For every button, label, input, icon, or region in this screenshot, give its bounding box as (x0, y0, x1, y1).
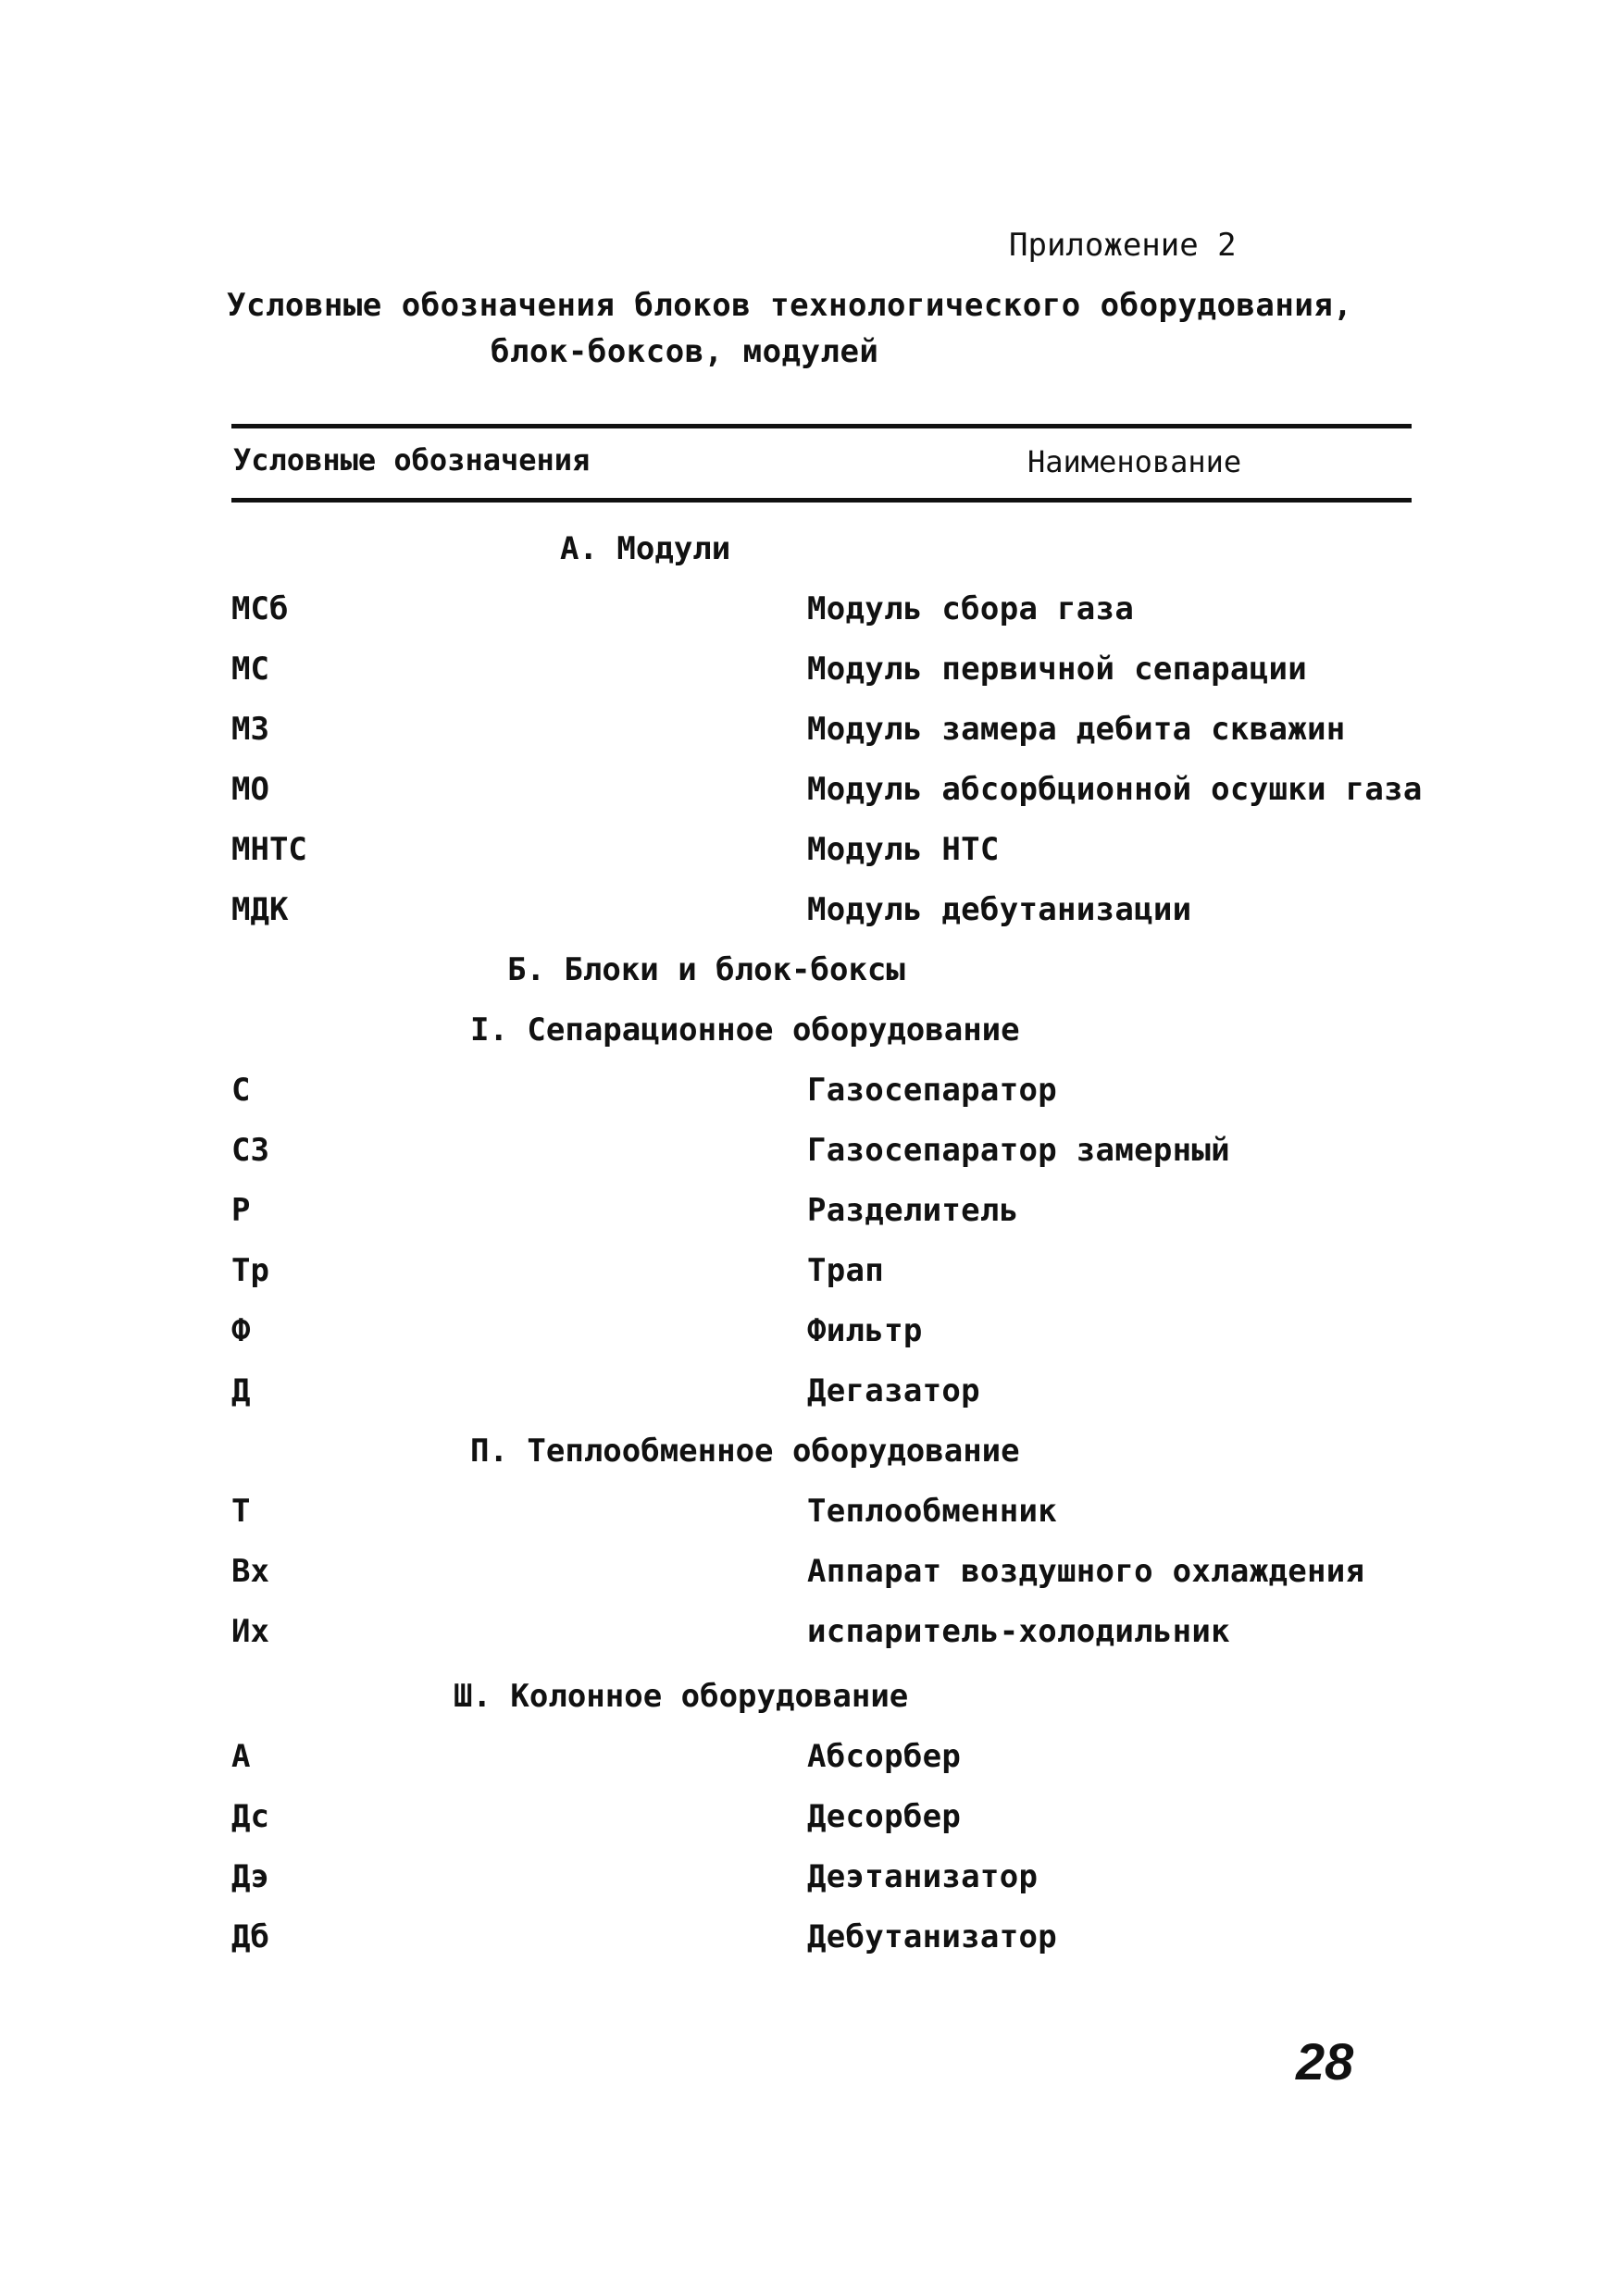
section-column: Ш. Колонное оборудование (454, 1678, 909, 1715)
page-number: 28 (1296, 2032, 1354, 2091)
row-code: Т (231, 1493, 251, 1530)
row-name: Газосепаратор (807, 1072, 1058, 1109)
row-name: Дебутанизатор (807, 1918, 1058, 1955)
row-code: Тр (231, 1252, 269, 1289)
row-name: Газосепаратор замерный (807, 1132, 1230, 1169)
row-name: испаритель-холодильник (807, 1613, 1230, 1650)
section-blocks: Б. Блоки и блок-боксы (507, 951, 905, 988)
header-codes: Условные обозначения (233, 442, 591, 478)
section-separation: I. Сепарационное оборудование (470, 1011, 1020, 1049)
title-line-1: Условные обозначения блоков технологического оборудования, (227, 287, 1353, 324)
row-name: Модуль НТС (807, 831, 1000, 868)
row-code: Дэ (231, 1858, 269, 1895)
row-name: Фильтр (807, 1312, 923, 1349)
row-code: Д (231, 1372, 251, 1409)
row-code: МСб (231, 590, 289, 627)
section-heat-exchange: П. Теплообменное оборудование (470, 1433, 1020, 1470)
section-modules: А. Модули (560, 530, 731, 567)
table-header-rule (231, 498, 1412, 503)
row-code: СЗ (231, 1132, 269, 1169)
row-code: МС (231, 651, 269, 688)
row-name: Абсорбер (807, 1738, 962, 1775)
row-name: Теплообменник (807, 1493, 1058, 1530)
row-name: Модуль первичной сепарации (807, 651, 1308, 688)
row-code: МНТС (231, 831, 307, 868)
header-names: Наименование (1027, 444, 1242, 479)
row-name: Модуль замера дебита скважин (807, 711, 1346, 748)
row-name: Деэтанизатор (807, 1858, 1039, 1895)
row-name: Десорбер (807, 1798, 962, 1835)
row-code: Р (231, 1192, 251, 1229)
table-top-rule (231, 424, 1412, 428)
row-code: Ф (231, 1312, 251, 1349)
appendix-label: Приложение 2 (1009, 227, 1237, 264)
row-code: Вх (231, 1553, 269, 1590)
row-code: МДК (231, 891, 289, 928)
row-code: МЗ (231, 711, 269, 748)
row-name: Трап (807, 1252, 885, 1289)
row-name: Модуль абсорбционной осушки газа (807, 771, 1423, 808)
row-code: С (231, 1072, 251, 1109)
row-code: Дб (231, 1918, 269, 1955)
row-code: МО (231, 771, 269, 808)
row-name: Разделитель (807, 1192, 1019, 1229)
row-name: Модуль дебутанизации (807, 891, 1192, 928)
row-code: Их (231, 1613, 269, 1650)
row-code: Дс (231, 1798, 269, 1835)
title-line-2: блок-боксов, модулей (491, 333, 879, 370)
row-name: Модуль сбора газа (807, 590, 1135, 627)
row-name: Дегазатор (807, 1372, 980, 1409)
row-code: А (231, 1738, 251, 1775)
row-name: Аппарат воздушного охлаждения (807, 1553, 1365, 1590)
